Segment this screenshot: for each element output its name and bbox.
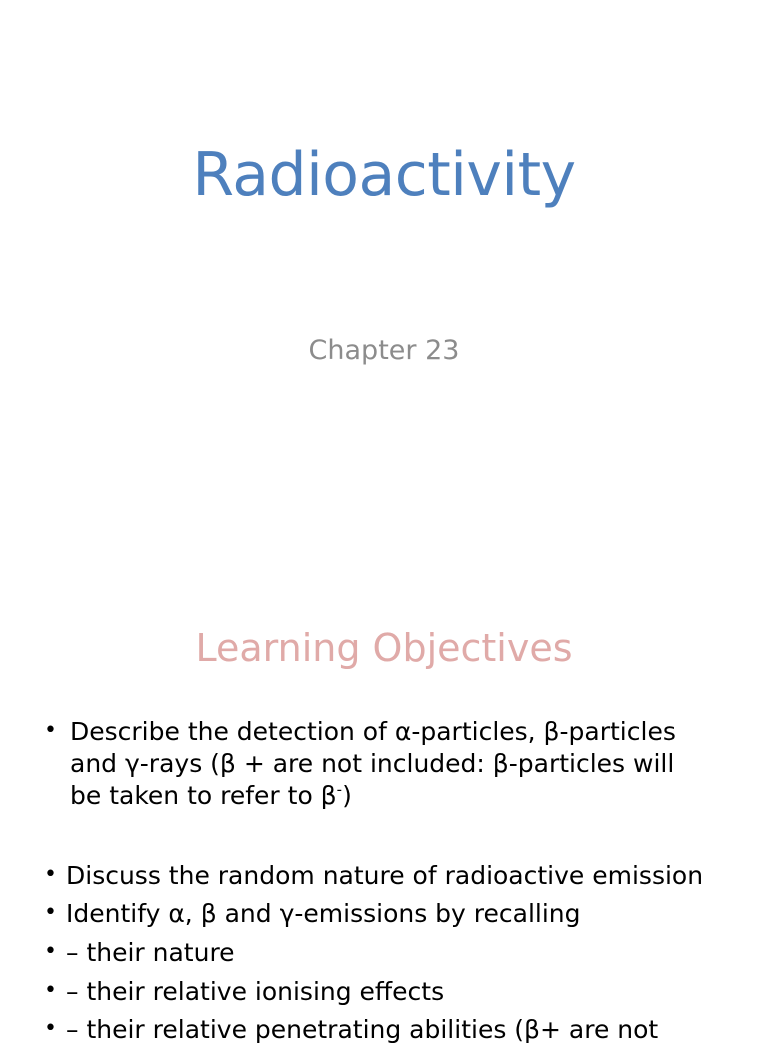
bullet-icon: • [44,718,57,743]
bullet-icon: • [44,1016,57,1041]
bullet-icon: • [44,939,57,964]
objectives-heading: Learning Objectives [195,626,573,670]
objective-1-line-3: be taken to refer to β-) [70,780,352,810]
objective-2: Discuss the random nature of radioactive emission [66,861,704,890]
objective-5: – their relative ionising effects [66,977,445,1006]
objective-4: – their nature [66,938,235,967]
objective-1-line-1: Describe the detection of α-particles, β-particles [70,717,676,746]
objective-6-partial: – their relative penetrating abilities (β+ are not [66,1015,659,1044]
slide-title: Radioactivity [192,140,576,210]
bullet-icon: • [44,978,57,1003]
objectives-slide [0,560,768,1044]
slide-subtitle: Chapter 23 [308,335,460,366]
objective-1-line-2: and γ-rays (β + are not included: β-particles will [70,749,675,778]
bullet-icon: • [44,862,57,887]
objective-3: Identify α, β and γ-emissions by recalling [66,899,581,928]
bullet-icon: • [44,900,57,925]
